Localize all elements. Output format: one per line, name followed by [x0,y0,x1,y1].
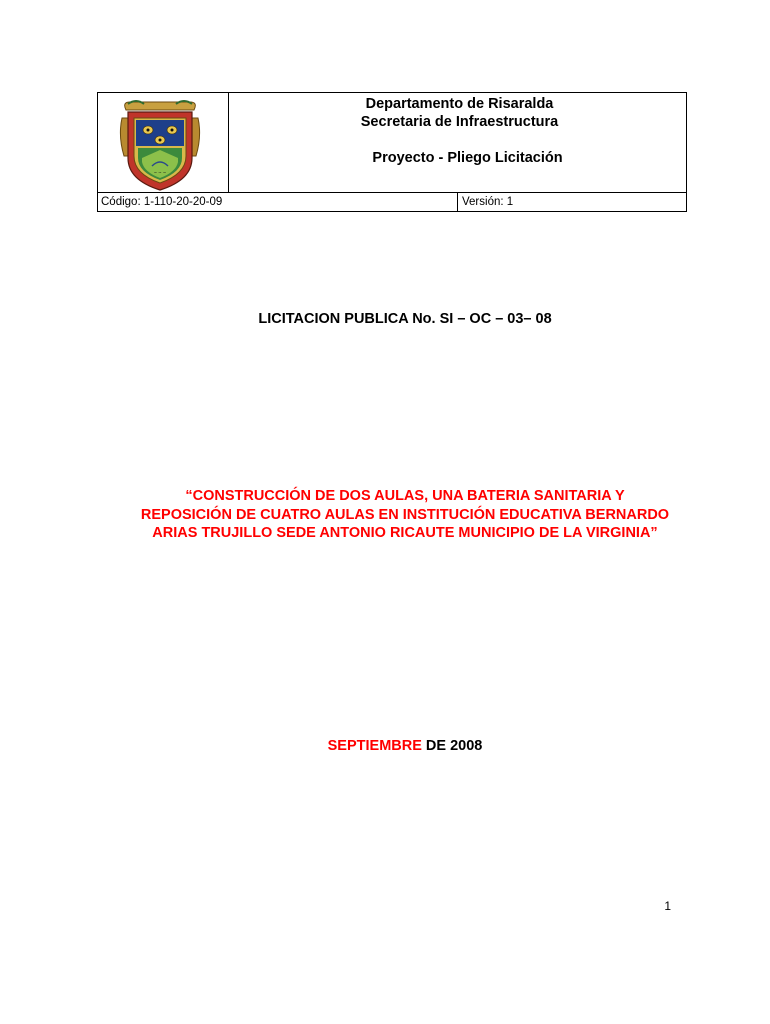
logo-cell [98,93,229,193]
coat-of-arms-icon [118,96,202,192]
document-version: Versión: 1 [458,193,687,212]
document-date [0,738,770,754]
department-name: Departamento de Risaralda [365,96,554,112]
document-code: Código: 1-110-20-20-09 [98,193,458,212]
tender-number: LICITACION PUBLICA No. SI – OC – 03– 08 [258,311,552,327]
page-number: 1 [664,899,671,913]
svg-text:~ ~ ~: ~ ~ ~ [153,170,167,175]
date-year: DE 2008 [421,738,483,754]
project-type: Proyecto - Pliego Licitación [372,150,563,166]
secretariat-name: Secretaria de Infraestructura [360,114,559,130]
title-cell [229,93,687,193]
document-header-table [97,92,687,212]
project-title: “CONSTRUCCIÓN DE DOS AULAS, UNA BATERIA SANITARIA Y REPOSICIÓN DE CUATRO AULAS EN INSTITUCIÓN EDUCATIVA BERNARDO ARIAS TRUJILLO SEDE ANTONIO RICAUTE MUNICIPIO DE LA VIRGINIA” [140,488,670,541]
date-month: SEPTIEMBRE [327,738,422,754]
